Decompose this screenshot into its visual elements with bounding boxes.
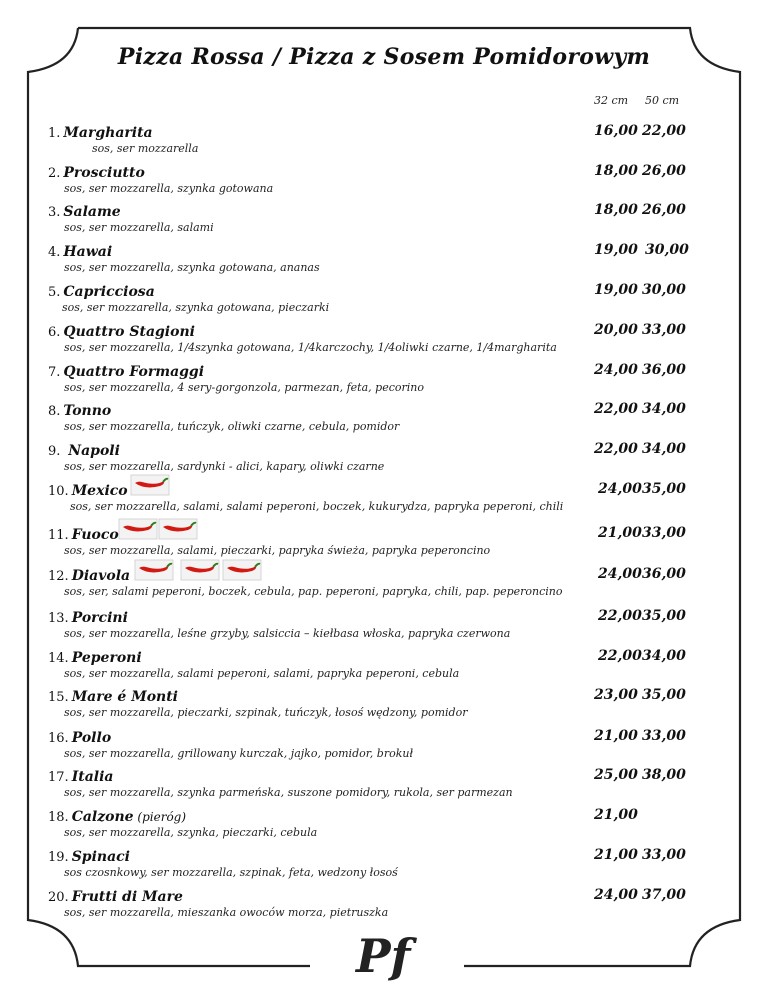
- item-number: 10.: [48, 484, 69, 499]
- price-50cm: 34,00: [642, 401, 686, 417]
- menu-item: [48, 806, 688, 825]
- price-32cm: 22,00: [598, 608, 642, 624]
- price-32cm: 24,00: [594, 362, 638, 378]
- price-50cm: 33,00: [642, 728, 686, 744]
- item-name: Tonno: [63, 403, 112, 419]
- price-50cm: 35,00: [642, 687, 686, 703]
- price-32cm: 19,00: [594, 282, 638, 298]
- item-name: Prosciutto: [63, 165, 145, 181]
- item-description: sos, ser mozzarella, szynka parmeńska, suszone pomidory, rukola, ser parmezan: [64, 786, 513, 799]
- price-32cm: 22,00: [598, 648, 642, 664]
- price-50cm: 26,00: [642, 163, 686, 179]
- item-description: sos, ser mozzarella, 1/4szynka gotowana, 1/4karczochy, 1/4oliwki czarne, 1/4margharita: [64, 341, 557, 354]
- chili-pepper-graphic: [180, 559, 220, 581]
- price-32cm: 24,00: [594, 887, 638, 903]
- chili-pepper-icon: [130, 474, 170, 500]
- item-name: Hawai: [63, 244, 113, 260]
- price-32cm: 21,00: [594, 728, 638, 744]
- item-name: Frutti di Mare: [71, 889, 183, 905]
- menu-item: [48, 321, 688, 340]
- chili-pepper-graphic: [158, 518, 198, 540]
- price-50cm: 30,00: [645, 242, 689, 258]
- item-number: 20.: [48, 890, 69, 905]
- price-32cm: 23,00: [594, 687, 638, 703]
- item-number: 18.: [48, 810, 69, 825]
- item-name: Napoli: [63, 443, 120, 459]
- chili-pepper-graphic: [134, 559, 174, 581]
- price-32cm: 24,00: [598, 481, 642, 497]
- item-description: sos, ser mozzarella, salami peperoni, salami, papryka peperoni, cebula: [64, 667, 460, 680]
- menu-item: [48, 846, 688, 865]
- item-number: 1.: [48, 126, 61, 141]
- item-description: sos, ser mozzarella, szynka gotowana, pieczarki: [62, 301, 330, 314]
- menu-item: [48, 201, 688, 220]
- size-header-32: 32 cm: [594, 94, 629, 107]
- item-name: Quattro Formaggi: [63, 364, 205, 380]
- price-32cm: 25,00: [594, 767, 638, 783]
- price-32cm: 20,00: [594, 322, 638, 338]
- price-50cm: 35,00: [642, 608, 686, 624]
- price-50cm: 33,00: [642, 847, 686, 863]
- menu-item: [48, 400, 688, 419]
- item-name: Quattro Stagioni: [63, 324, 195, 340]
- price-50cm: 36,00: [642, 566, 686, 582]
- menu-item: [48, 440, 688, 459]
- price-50cm: 37,00: [642, 887, 686, 903]
- item-number: 9.: [48, 444, 61, 459]
- item-name: Diavola: [71, 568, 131, 584]
- price-50cm: 34,00: [642, 441, 686, 457]
- item-description: sos, ser mozzarella, tuńczyk, oliwki czarne, cebula, pomidor: [64, 420, 400, 433]
- size-header-50: 50 cm: [645, 94, 680, 107]
- price-32cm: 18,00: [594, 163, 638, 179]
- price-32cm: 21,00: [598, 525, 642, 541]
- price-32cm: 22,00: [594, 401, 638, 417]
- price-32cm: 22,00: [594, 441, 638, 457]
- item-description: sos czosnkowy, ser mozzarella, szpinak, feta, wedzony łosoś: [64, 866, 398, 879]
- item-name: Italia: [71, 769, 114, 785]
- item-number: 8.: [48, 404, 61, 419]
- menu-item: [48, 361, 688, 380]
- pf-logo: [354, 930, 434, 986]
- menu-item: [48, 727, 688, 746]
- item-name: Mare é Monti: [71, 689, 178, 705]
- chili-pepper-icon: [158, 518, 198, 544]
- price-32cm: 21,00: [594, 807, 638, 823]
- item-description: sos, ser mozzarella, szynka gotowana, ananas: [64, 261, 320, 274]
- chili-pepper-graphic: [222, 559, 262, 581]
- price-50cm: 26,00: [642, 202, 686, 218]
- price-32cm: 16,00: [594, 123, 638, 139]
- item-number: 7.: [48, 365, 61, 380]
- item-description: sos, ser mozzarella, szynka gotowana: [64, 182, 274, 195]
- item-description: sos, ser mozzarella, salami, salami peperoni, boczek, kukurydza, papryka peperoni, chili: [70, 500, 564, 513]
- price-32cm: 24,00: [598, 566, 642, 582]
- item-name: Salame: [63, 204, 121, 220]
- item-description: sos, ser, salami peperoni, boczek, cebula, pap. peperoni, papryka, chili, pap. peperoncino: [64, 585, 563, 598]
- item-number: 19.: [48, 850, 69, 865]
- item-name: Fuoco: [71, 527, 119, 543]
- item-number: 4.: [48, 245, 61, 260]
- menu-item: [48, 241, 688, 260]
- item-number: 13.: [48, 611, 69, 626]
- price-32cm: 21,00: [594, 847, 638, 863]
- menu-item: [48, 766, 688, 785]
- menu-item: [48, 162, 688, 181]
- chili-pepper-icon: [222, 559, 262, 585]
- menu-item: [48, 647, 688, 666]
- price-50cm: 33,00: [642, 525, 686, 541]
- item-description: sos, ser mozzarella, pieczarki, szpinak, tuńczyk, łosoś wędzony, pomidor: [64, 706, 468, 719]
- menu-item: [48, 281, 688, 300]
- menu-item: [48, 686, 688, 705]
- item-name: Pollo: [71, 730, 112, 746]
- price-50cm: 30,00: [642, 282, 686, 298]
- chili-pepper-icon: [134, 559, 174, 585]
- logo-text: Pf: [356, 930, 411, 983]
- item-number: 12.: [48, 569, 69, 584]
- item-number: 6.: [48, 325, 61, 340]
- item-name: Capricciosa: [63, 284, 155, 300]
- item-name: Margharita: [63, 125, 153, 141]
- price-50cm: 36,00: [642, 362, 686, 378]
- item-number: 15.: [48, 690, 69, 705]
- menu-item: [48, 886, 688, 905]
- item-description: sos, ser mozzarella, sardynki - alici, kapary, oliwki czarne: [64, 460, 385, 473]
- item-name: Porcini: [71, 610, 128, 626]
- price-32cm: 19,00: [594, 242, 638, 258]
- price-50cm: 34,00: [642, 648, 686, 664]
- item-name: Calzone: [71, 809, 134, 825]
- item-description: sos, ser mozzarella, grillowany kurczak, jajko, pomidor, brokuł: [64, 747, 414, 760]
- item-description: sos, ser mozzarella: [92, 142, 199, 155]
- price-32cm: 18,00: [594, 202, 638, 218]
- price-50cm: 33,00: [642, 322, 686, 338]
- item-number: 3.: [48, 205, 61, 220]
- item-description: sos, ser mozzarella, mieszanka owoców morza, pietruszka: [64, 906, 389, 919]
- menu-title: Pizza Rossa / Pizza z Sosem Pomidorowym: [117, 44, 651, 70]
- item-name: Mexico: [71, 483, 128, 499]
- item-description: sos, ser mozzarella, salami: [64, 221, 214, 234]
- chili-pepper-graphic: [118, 518, 158, 540]
- item-number: 17.: [48, 770, 69, 785]
- item-description: sos, ser mozzarella, salami, pieczarki, papryka świeża, papryka peperoncino: [64, 544, 491, 557]
- price-50cm: 35,00: [642, 481, 686, 497]
- item-number: 5.: [48, 285, 61, 300]
- item-name-note: (pieróg): [133, 810, 187, 824]
- item-description: sos, ser mozzarella, 4 sery-gorgonzola, parmezan, feta, pecorino: [64, 381, 424, 394]
- item-description: sos, ser mozzarella, leśne grzyby, salsiccia – kiełbasa włoska, papryka czerwona: [64, 627, 511, 640]
- item-number: 11.: [48, 528, 69, 543]
- chili-pepper-icon: [118, 518, 158, 544]
- item-number: 2.: [48, 166, 61, 181]
- item-number: 16.: [48, 731, 69, 746]
- price-50cm: 22,00: [642, 123, 686, 139]
- chili-pepper-icon: [180, 559, 220, 585]
- item-name: Spinaci: [71, 849, 130, 865]
- item-description: sos, ser mozzarella, szynka, pieczarki, cebula: [64, 826, 318, 839]
- menu-item: [48, 607, 688, 626]
- menu-item: [48, 122, 688, 141]
- price-50cm: 38,00: [642, 767, 686, 783]
- item-name: Peperoni: [71, 650, 142, 666]
- item-number: 14.: [48, 651, 69, 666]
- chili-pepper-graphic: [130, 474, 170, 496]
